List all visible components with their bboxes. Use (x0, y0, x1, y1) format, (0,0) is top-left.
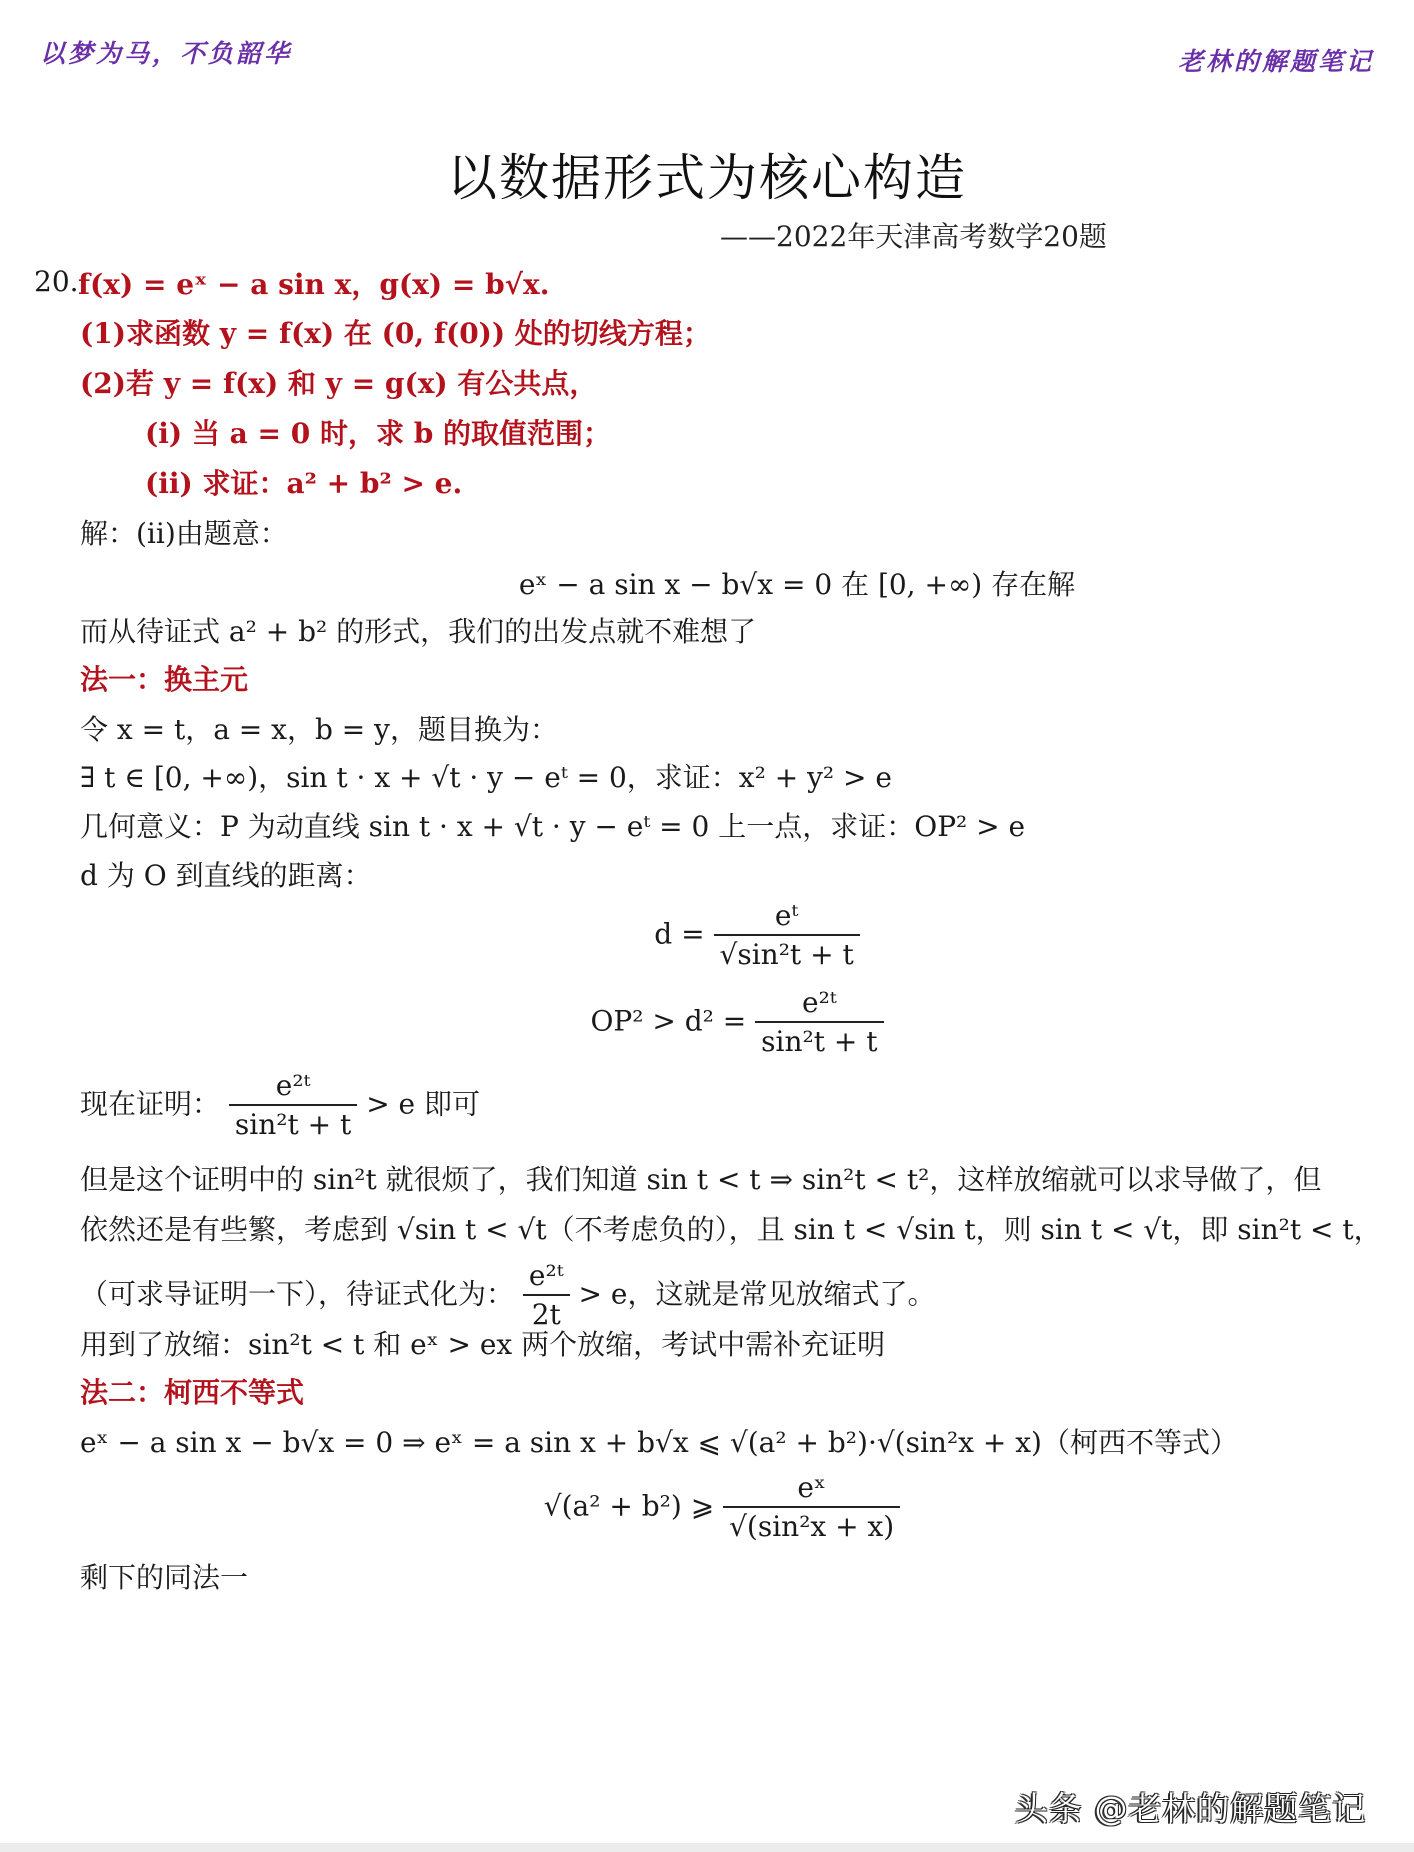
watermark: 头条 @老林的解题笔记 (1015, 1789, 1367, 1828)
problem-part-1: (1)求函数 y = f(x) 在 (0, f(0)) 处的切线方程； (80, 317, 711, 350)
method-1-distance-text: d 为 O 到直线的距离： (80, 859, 372, 892)
method-2-equation: eˣ − a sin x − b√x = 0 ⇒ eˣ = a sin x + b√x ⩽ √(a² + b²)·√(sin²x + x)（柯西不等式） (80, 1426, 1238, 1459)
fraction-denominator: sin²t + t (737, 938, 854, 971)
paragraph-line-2: 依然还是有些繁，考虑到 √sin t < √t（不考虑负的），且 sin t < √sin t，则 sin t < √t，即 sin²t < t， (80, 1213, 1382, 1246)
simplified-fraction: $\frac{\text{e²ᵗ}}{2t}$ (523, 1258, 570, 1334)
bottom-divider (0, 1843, 1414, 1852)
method-1-substitution: 令 x = t，a = x，b = y，题目换为： (80, 713, 558, 746)
paragraph-line-1: 但是这个证明中的 sin²t 就很烦了，我们知道 sin t < t ⇒ sin²t < t²，这样放缩就可以求导做了，但 (80, 1163, 1322, 1196)
method-2-bound: √(a² + b²) ⩾ $\frac{\text{eˣ}}{\text{√(sin²x + x)}}$ (15, 1470, 1414, 1546)
header-motto: 以梦为马，不负韶华 (40, 39, 293, 68)
equation-d-fraction: $\frac{\text{eᵗ}}{\text{√sin²t + t}}$ (714, 898, 860, 974)
equation-op-lhs: OP² > d² = (590, 1004, 747, 1038)
method-2-heading: 法二：柯西不等式 (80, 1376, 305, 1409)
method-2-fraction: $\frac{\text{eˣ}}{\text{√(sin²x + x)}}$ (723, 1470, 900, 1546)
method-1-geometric-meaning: 几何意义：P 为动直线 sin t · x + √t · y − eᵗ = 0 上一点，求证：OP² > e (80, 810, 1026, 843)
problem-part-2-i: (i) 当 a = 0 时，求 b 的取值范围； (145, 417, 612, 450)
rest-same-as-method-1: 剩下的同法一 (80, 1561, 249, 1594)
solution-intro: 解：(ii)由题意： (80, 517, 288, 550)
now-prove-line: 现在证明： $\frac{\text{e²ᵗ}}{\text{sin²t + t}}$ > e 即可 (80, 1068, 480, 1144)
problem-part-2: (2)若 y = f(x) 和 y = g(x) 有公共点， (80, 367, 598, 400)
problem-statement: f(x) = eˣ − a sin x，g(x) = b√x. (78, 268, 550, 301)
method-1-restatement: ∃ t ∈ [0, +∞)，sin t · x + √t · y − eᵗ = 0，求证：x² + y² > e (80, 761, 892, 794)
equation-d (50, 898, 1414, 974)
equation-op (30, 985, 1414, 1061)
fraction-denominator: sin²t + t (755, 1021, 883, 1061)
method-1-heading: 法一：换主元 (80, 663, 249, 696)
problem-number: 20. (34, 265, 79, 298)
used-inequalities-text: 用到了放缩：sin²t < t 和 eˣ > ex 两个放缩，考试中需补充证明 (80, 1328, 886, 1361)
problem-part-2-ii: (ii) 求证：a² + b² > e. (145, 467, 463, 500)
now-prove-fraction: $\frac{\text{e²ᵗ}}{\text{sin²t + t}}$ (229, 1068, 357, 1144)
page-title: 以数据形式为核心构造 (447, 149, 967, 207)
observation-text: 而从待证式 a² + b² 的形式，我们的出发点就不难想了 (80, 615, 757, 648)
fraction-numerator: e²ᵗ (802, 986, 837, 1019)
equation-main: eˣ − a sin x − b√x = 0 在 [0, +∞) 存在解 (518, 568, 1076, 601)
equation-d-lhs: d = (654, 917, 705, 951)
page-subtitle: ——2022年天津高考数学20题 (720, 220, 1107, 253)
header-brand: 老林的解题笔记 (1177, 47, 1374, 76)
paragraph-line-3: （可求导证明一下），待证式化为： $\frac{\text{e²ᵗ}}{2t}$ > e，这就是常见放缩式了。 (80, 1258, 935, 1334)
fraction-numerator: eᵗ (774, 899, 799, 932)
equation-op-fraction (755, 985, 883, 1061)
